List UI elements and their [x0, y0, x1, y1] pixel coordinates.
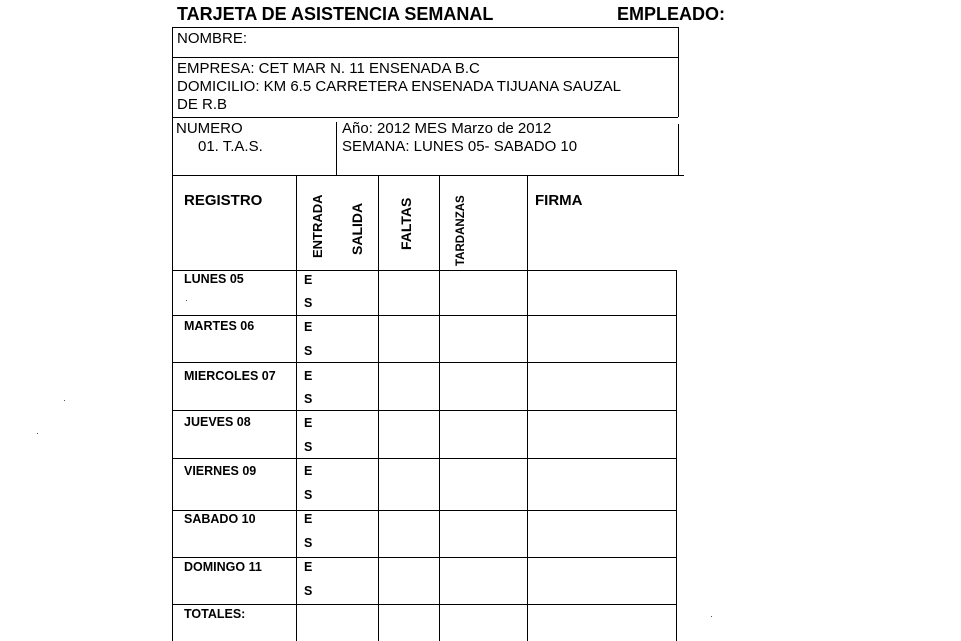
- row-separator: [172, 362, 676, 363]
- row-separator: [172, 604, 676, 605]
- row-day-label: VIERNES 09: [184, 464, 257, 478]
- col-entrada: ENTRADA: [310, 194, 325, 258]
- table-left-border: [172, 175, 173, 641]
- scan-speck: [37, 433, 38, 434]
- numero-left-border: [172, 117, 173, 175]
- row-entrada-mark: E: [304, 320, 313, 334]
- row-separator: [172, 315, 676, 316]
- domicilio-line1: DOMICILIO: KM 6.5 CARRETERA ENSENADA TIJUANA SAUZAL: [177, 78, 622, 95]
- domicilio-line2: DE R.B: [177, 96, 228, 113]
- row-salida-mark: S: [304, 344, 313, 358]
- info-right-border: [678, 27, 679, 117]
- col-divider-registro: [296, 175, 297, 641]
- employee-label: EMPLEADO:: [617, 4, 725, 24]
- col-divider-tardanzas: [527, 175, 528, 641]
- col-tardanzas: TARDANZAS: [455, 195, 467, 266]
- scan-speck: [186, 300, 187, 301]
- table-right-border: [676, 270, 677, 641]
- row-salida-mark: S: [304, 584, 313, 598]
- card-title: TARJETA DE ASISTENCIA SEMANAL: [177, 4, 494, 24]
- row-entrada-mark: E: [304, 560, 313, 574]
- row-separator: [172, 510, 676, 511]
- row-day-label: SABADO 10: [184, 512, 256, 526]
- row-day-label: LUNES 05: [184, 272, 244, 286]
- table-top-border: [172, 175, 684, 176]
- row-salida-mark: S: [304, 488, 313, 502]
- numero-divider: [336, 122, 337, 175]
- row-entrada-mark: E: [304, 273, 313, 287]
- row-salida-mark: S: [304, 392, 313, 406]
- col-divider-faltas: [439, 175, 440, 641]
- col-registro: REGISTRO: [184, 192, 263, 209]
- numero-right-border: [678, 124, 679, 175]
- semana-text: SEMANA: LUNES 05- SABADO 10: [342, 138, 578, 155]
- anio-text: Año: 2012 MES Marzo de 2012: [342, 120, 552, 137]
- row-entrada-mark: E: [304, 369, 313, 383]
- row-entrada-mark: E: [304, 416, 313, 430]
- row-day-label: DOMINGO 11: [184, 560, 262, 574]
- header-bottom-border: [172, 270, 676, 271]
- col-divider-salida: [378, 175, 379, 641]
- info-top-border: [172, 27, 678, 28]
- row-separator: [172, 458, 676, 459]
- nombre-label: NOMBRE:: [177, 30, 248, 47]
- row-salida-mark: S: [304, 536, 313, 550]
- col-salida: SALIDA: [349, 202, 365, 255]
- row-entrada-mark: E: [304, 464, 313, 478]
- numero-value: 01. T.A.S.: [198, 138, 263, 155]
- info-divider-1: [172, 57, 678, 58]
- row-salida-mark: S: [304, 440, 313, 454]
- row-entrada-mark: E: [304, 512, 313, 526]
- empresa-text: EMPRESA: CET MAR N. 11 ENSENADA B.C: [177, 60, 480, 77]
- row-day-label: JUEVES 08: [184, 415, 251, 429]
- totals-label: TOTALES:: [184, 607, 246, 621]
- info-left-border: [172, 27, 173, 117]
- row-salida-mark: S: [304, 296, 313, 310]
- row-separator: [172, 410, 676, 411]
- col-firma: FIRMA: [535, 192, 583, 209]
- row-separator: [172, 557, 676, 558]
- col-faltas: FALTAS: [398, 197, 414, 250]
- scan-speck: [711, 616, 712, 617]
- row-day-label: MARTES 06: [184, 319, 255, 333]
- row-day-label: MIERCOLES 07: [184, 369, 276, 383]
- numero-label: NUMERO: [176, 120, 243, 137]
- scan-speck: [64, 400, 65, 401]
- info-divider-2: [172, 117, 678, 118]
